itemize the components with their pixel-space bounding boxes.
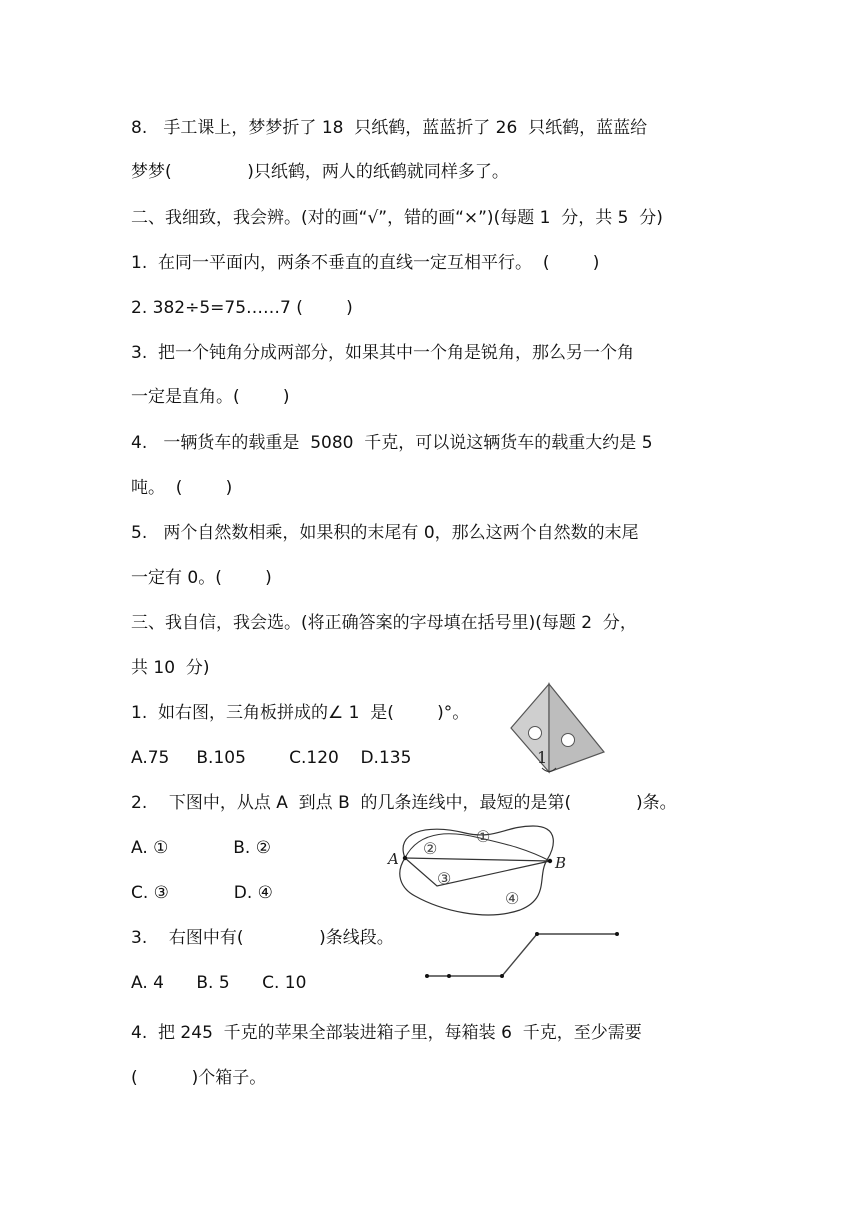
ruler-hole-right [562,734,575,747]
segment-point [615,932,619,936]
s3-q4-line1: 4. 把 245 千克的苹果全部装进箱子里，每箱装 6 千克，至少需要 [131,1023,642,1043]
point-a-label: A [388,850,399,868]
ruler-hole-left [529,727,542,740]
path-straight [405,858,550,861]
section2-item-3a: 3. 把一个钝角分成两部分，如果其中一个角是锐角，那么另一个角 [131,343,635,363]
point-b-dot [548,859,552,863]
segment-point [500,974,504,978]
section2-item-4b: 吨。 ( ) [131,478,233,498]
s3-q2-text: 2. 下图中，从点 A 到点 B 的几条连线中，最短的是第( )条。 [131,793,677,813]
line-segments-figure [420,926,630,986]
path-label-1: ① [476,827,491,846]
s3-q2-options-row1: A. ① B. ② [131,838,271,858]
s3-q4-line2: ( )个箱子。 [131,1068,267,1088]
path-label-4: ④ [505,889,520,908]
point-b-label: B [555,854,567,872]
section2-item-2: 2. 382÷5=75……7 ( ) [131,298,353,318]
section2-item-1: 1. 在同一平面内，两条不垂直的直线一定互相平行。 ( ) [131,253,600,273]
point-a-dot [403,856,407,860]
s3-q3-options: A. 4 B. 5 C. 10 [131,973,307,993]
segment-polyline [427,934,617,976]
segment-point [447,974,451,978]
section3-heading-line1: 三、我自信，我会选。(将正确答案的字母填在括号里)(每题 2 分， [131,613,637,633]
segment-point [535,932,539,936]
section2-item-4a: 4. 一辆货车的载重是 5080 千克，可以说这辆货车的载重大约是 5 [131,433,653,453]
path-label-2: ② [423,839,438,858]
angle-label: 1 [537,748,548,767]
paths-a-to-b-figure [385,818,575,918]
s3-q3-text: 3. 右图中有( )条线段。 [131,928,394,948]
triangle-ruler-right [549,684,604,772]
section2-item-5b: 一定有 0。( ) [131,568,272,588]
s3-q1-text: 1. 如右图，三角板拼成的∠ 1 是( )°。 [131,703,470,723]
section2-item-3b: 一定是直角。( ) [131,387,290,407]
segment-point [425,974,429,978]
section3-heading-line2: 共 10 分) [131,658,210,678]
triangle-rulers-figure [505,680,615,780]
s3-q2-options-row2: C. ③ D. ④ [131,883,273,903]
path-label-3: ③ [437,869,452,888]
section2-item-5a: 5. 两个自然数相乘，如果积的末尾有 0，那么这两个自然数的末尾 [131,523,639,543]
s3-q1-options: A.75 B.105 C.120 D.135 [131,748,412,768]
q8-line1: 8. 手工课上，梦梦折了 18 只纸鹤，蓝蓝折了 26 只纸鹤，蓝蓝给 [131,118,648,138]
section2-heading: 二、我细致，我会辨。(对的画“√”，错的画“×”)(每题 1 分，共 5 分) [131,208,663,228]
q8-line2: 梦梦( )只纸鹤，两人的纸鹤就同样多了。 [131,162,509,182]
path-3 [405,858,550,886]
